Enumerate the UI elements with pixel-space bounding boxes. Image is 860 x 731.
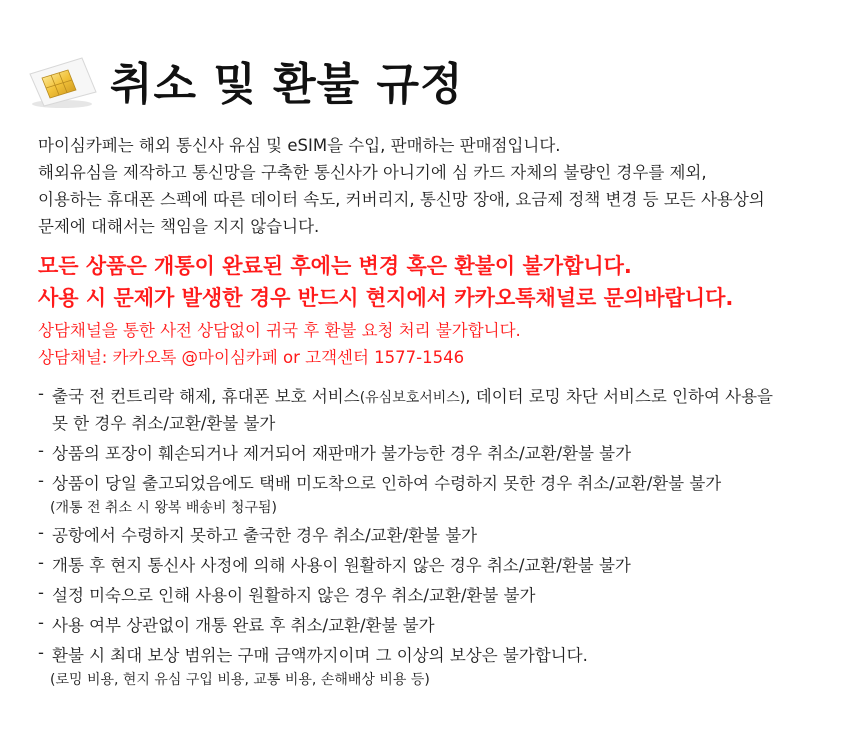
intro-line: 마이심카페는 해외 통신사 유심 및 eSIM을 수입, 판매하는 판매점입니다. (38, 136, 561, 155)
rule-subnote: (개통 전 취소 시 왕복 배송비 청구됨) (50, 500, 277, 516)
intro-paragraph (38, 132, 765, 240)
notice-line: 상담채널: 카카오톡 @마이심카페 or 고객센터 1577-1546 (38, 348, 465, 367)
intro-line: 해외유심을 제작하고 통신망을 구축한 통신사가 아니기에 심 카드 자체의 불량인 경우를 제외, (38, 163, 707, 182)
rule-item: - 공항에서 수령하지 못하고 출국한 경우 취소/교환/환불 불가 (38, 523, 478, 545)
intro-line: 이용하는 휴대폰 스펙에 따른 데이터 속도, 커버리지, 통신망 장애, 요금제 정책 변경 등 모든 사용상의 (38, 190, 765, 209)
intro-line: 문제에 대해서는 책임을 지지 않습니다. (38, 217, 320, 236)
sim-card-icon (24, 48, 104, 112)
rule-item: - 출국 전 컨트리락 해제, 휴대폰 보호 서비스(유심보호서비스), 데이터 로밍 차단 서비스로 인하여 사용을 못 한 경우 취소/교환/환불 불가 (38, 384, 773, 433)
page-header (24, 40, 463, 120)
warning-line: 사용 시 문제가 발생한 경우 반드시 현지에서 카카오톡채널로 문의바랍니다. (38, 286, 734, 310)
rule-item: - 상품이 당일 출고되었음에도 택배 미도착으로 인하여 수령하지 못한 경우 취소/교환/환불 불가 (개통 전 취소 시 왕복 배송비 청구됨) (38, 471, 773, 519)
rule-item: - 상품의 포장이 훼손되거나 제거되어 재판매가 불가능한 경우 취소/교환/환불 불가 (38, 441, 632, 463)
rule-item: - 개통 후 현지 통신사 사정에 의해 사용이 원활하지 않은 경우 취소/교환/환불 불가 (38, 553, 631, 575)
rule-item: - 사용 여부 상관없이 개통 완료 후 취소/교환/환불 불가 (38, 613, 435, 635)
rule-item: - 환불 시 최대 보상 범위는 구매 금액까지이며 그 이상의 보상은 불가합니다. (로밍 비용, 현지 유심 구입 비용, 교통 비용, 손해배상 비용 등) (38, 643, 773, 691)
warning-block (38, 250, 733, 314)
rule-subnote: (로밍 비용, 현지 유심 구입 비용, 교통 비용, 손해배상 비용 등) (50, 672, 430, 688)
page-title: 취소 및 환불 규정 (110, 59, 464, 110)
consultation-notice (38, 317, 521, 371)
rules-list (38, 384, 773, 691)
rule-item: - 설정 미숙으로 인해 사용이 원활하지 않은 경우 취소/교환/환불 불가 (38, 583, 536, 605)
warning-line: 모든 상품은 개통이 완료된 후에는 변경 혹은 환불이 불가합니다. (38, 254, 632, 278)
notice-line: 상담채널을 통한 사전 상담없이 귀국 후 환불 요청 처리 불가합니다. (38, 321, 521, 340)
